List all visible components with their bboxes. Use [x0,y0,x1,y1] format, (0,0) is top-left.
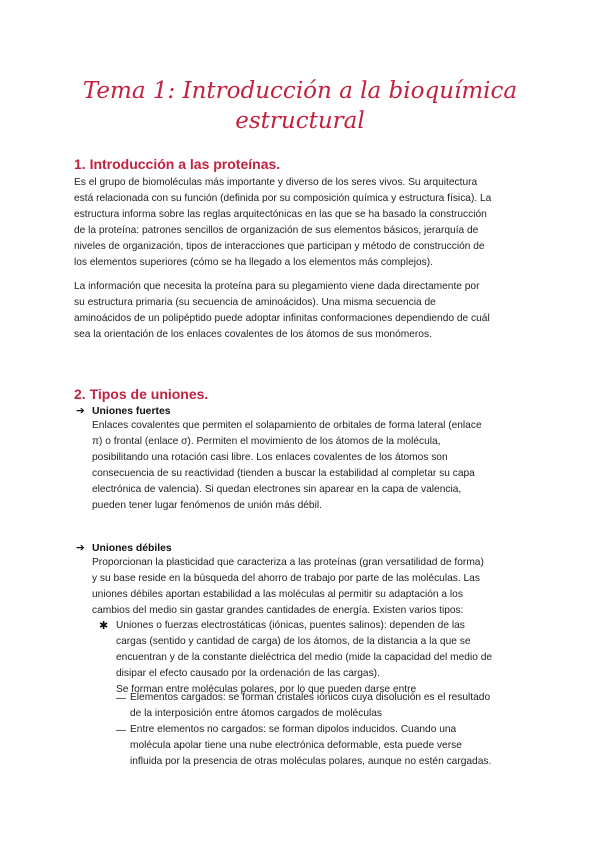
text-line: electrónica de valencia). Si quedan electrones sin aparear en la capa de valencia, [92,483,462,495]
text-line: de la proteína: patrones sencillos de organización de sus elementos básicos, jerarquía de [74,224,479,236]
text-line: su estructura primaria (su secuencia de aminoácidos). Una misma secuencia de [74,296,436,308]
text-line: posibilitando una rotación casi libre. Los enlaces covalentes de los átomos son [92,451,448,463]
weak-bonds-bullet [76,541,172,556]
strong-bonds-bullet [76,404,171,419]
text-line: Elementos cargados: se forman cristales iónicos cuya disolución es el resultado [130,692,491,703]
text-line: aminoácidos de un polipéptido puede adoptar infinitas conformaciones dependiendo de cuál [74,312,490,324]
text-line: y su base reside en la búsqueda del ahorro de trabajo por parte de las moléculas. Las [92,572,480,584]
text-line: Entre elementos no cargados: se forman dipolos inducidos. Cuando una [130,724,457,735]
star-bullet-icon: ✱ [99,620,109,632]
section-1-heading: 1. Introducción a las proteínas. [74,156,281,172]
text-line: está relacionada con su función (definida por su composición química y estructura física). La [74,192,492,204]
arrow-bullet-icon: ➔ [76,543,85,554]
weak-bonds-label: Uniones débiles [92,543,172,554]
uncharged-elements-text [130,722,546,770]
title-line-1: Tema 1: Introducción a la bioquímica [82,78,518,104]
text-line: encuentran y de la constante dieléctrica del medio (mide la capacidad del medio de [116,651,493,663]
text-line: La información que necesita la proteína para su plegamiento viene dada directamente por [74,281,480,292]
text-line: disipar el efecto causado por la ordenación de las cargas). [116,667,380,679]
weak-bonds-text [92,555,544,619]
text-line: Uniones o fuerzas electrostáticas (iónicas, puentes salinos): dependen de las [116,620,465,631]
strong-bonds-text [92,418,544,513]
text-line: cargas (sentido y cantidad de carga) de los átomos, de la distancia a la que se [116,635,471,647]
text-line: los elementos superiores (cómo se ha llegado a los elementos más complejos). [74,256,433,268]
text-line: influida por la presencia de otras moléculas polares, aunque no estén cargadas. [130,755,492,767]
dash-bullet-icon: — [116,693,126,704]
text-line: de la interposición entre átomos cargados de moléculas [130,707,383,719]
dash-bullet-icon: — [116,725,126,736]
electrostatic-text [116,618,546,698]
page-title [60,76,540,136]
text-line: cambios del medio sin gastar grandes cantidades de energía. Existen varios tipos: [92,604,464,616]
text-line: molécula apolar tiene una nube electrónica deformable, esta puede verse [130,739,462,751]
text-line: Se forman entre moléculas polares, por lo que pueden darse entre [116,683,417,695]
title-line-2: estructural [235,108,365,134]
text-line: Enlaces covalentes que permiten el solapamiento de orbitales de forma lateral (enlace [92,420,482,431]
text-line: sea la orientación de los enlaces covalentes de los átomos de sus monómeros. [74,328,432,340]
text-line: Es el grupo de biomoléculas más importante y diverso de los seres vivos. Su arquitectura [74,177,478,188]
text-line: π) o frontal (enlace σ). Permiten el movimiento de los átomos de la molécula, [92,435,441,447]
text-line: Proporcionan la plasticidad que caracteriza a las proteínas (gran versatilidad de forma) [92,557,484,568]
text-line: uniones débiles aportan estabilidad a las moléculas al permitir su adaptación a los [92,588,463,600]
text-line: estructura informa sobre las reglas arquitectónicas en las que se ha basado la construcción [74,208,487,220]
section-2-heading: 2. Tipos de uniones. [74,386,209,402]
text-line: consecuencia de su reactividad (tienden a buscar la estabilidad al completar su capa [92,467,475,479]
text-line: pueden tener lugar fenómenos de unión más débil. [92,499,322,511]
arrow-bullet-icon: ➔ [76,406,85,417]
section-1-paragraph-2 [74,279,544,343]
strong-bonds-label: Uniones fuertes [92,406,171,417]
charged-elements-text [130,690,546,722]
section-1-paragraph-1 [74,175,544,270]
text-line: niveles de organización, tipos de interacciones que participan y método de construcción de [74,240,485,252]
